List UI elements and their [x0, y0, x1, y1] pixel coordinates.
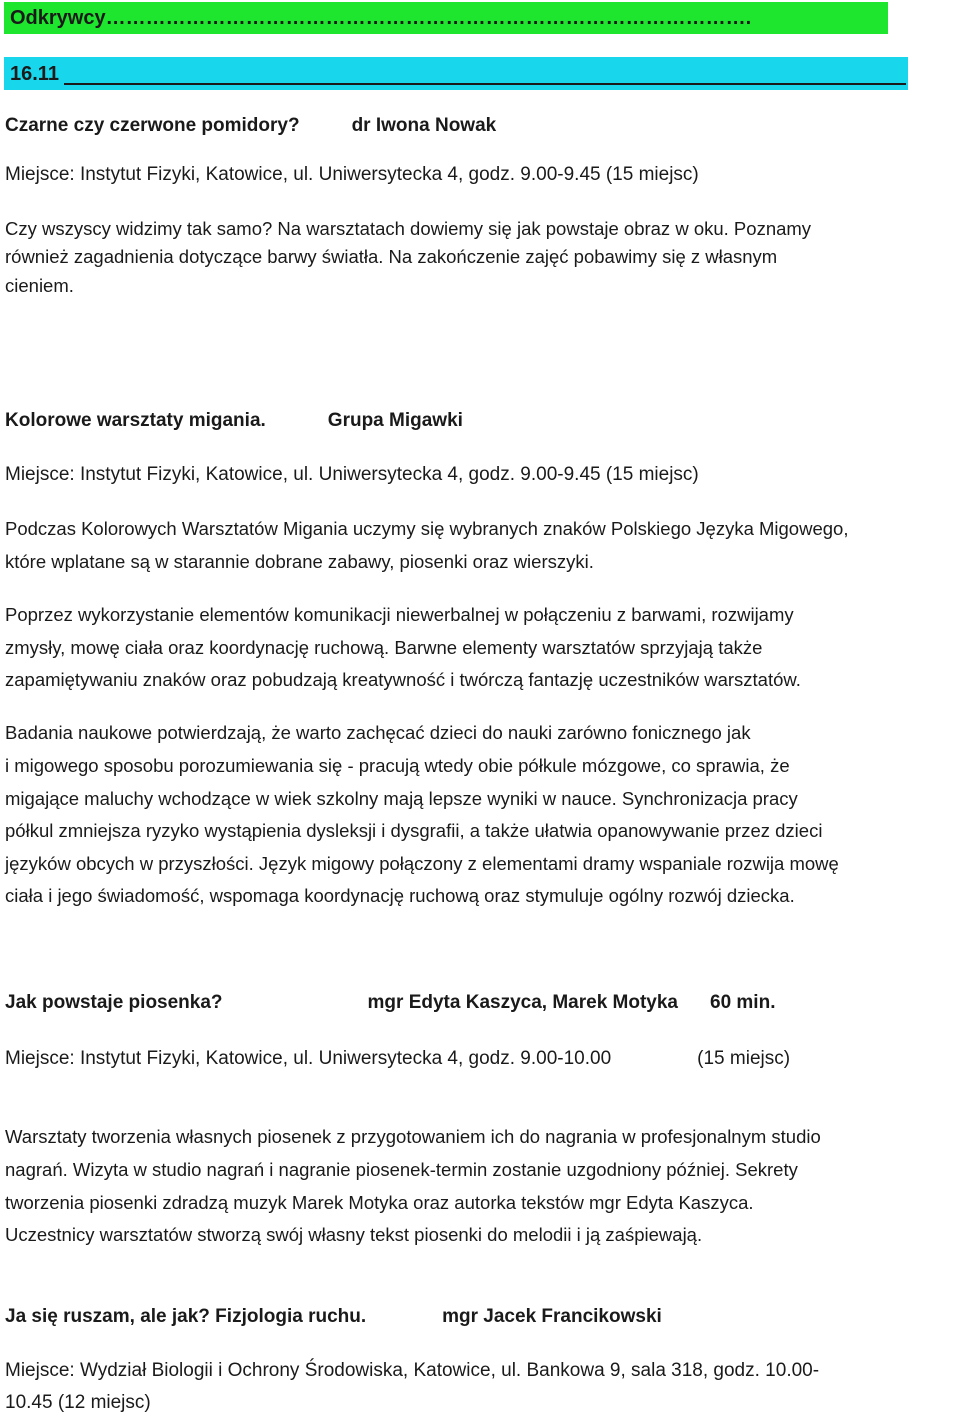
event2-para2-line: zapamiętywaniu znaków oraz pobudzają kreatywność i twórczą fantazję uczestników warsztatów.	[5, 669, 801, 690]
event2-para2-line: Poprzez wykorzystanie elementów komunikacji niewerbalnej w połączeniu z barwami, rozwijamy	[5, 604, 794, 625]
event3-desc-line: Warsztaty tworzenia własnych piosenek z przygotowaniem ich do nagrania w profesjonalnym studio	[5, 1126, 821, 1147]
event1-heading	[5, 114, 496, 138]
event4-presenter: mgr Jacek Francikowski	[442, 1306, 662, 1327]
event3-presenter: mgr Edyta Kaszyca, Marek Motyka	[367, 992, 678, 1013]
event2-para1-line: które wplatane są w starannie dobrane zabawy, piosenki oraz wierszyki.	[5, 551, 594, 572]
event2-para2-line: zmysły, mowę ciała oraz koordynację ruchową. Barwne elementy warsztatów sprzyjają także	[5, 637, 763, 658]
event3-seats: (15 miejsc)	[697, 1048, 791, 1069]
event3-desc-line: nagrań. Wizyta w studio nagrań i nagranie piosenek-termin zostanie uzgodniony później. Sekrety	[5, 1159, 798, 1180]
date-label: 16.11	[10, 63, 59, 85]
event2-para3-line: Badania naukowe potwierdzają, że warto zachęcać dzieci do nauki zarówno fonicznego jak	[5, 722, 751, 743]
event4-title: Ja się ruszam, ale jak? Fizjologia ruchu.	[5, 1306, 367, 1327]
event2-para3-line: migające maluchy wchodzące w wiek szkolny mają lepsze wyniki w nauce. Synchronizacja pracy	[5, 788, 798, 809]
event3-place-line	[5, 1047, 790, 1071]
event2-presenter: Grupa Migawki	[327, 410, 463, 431]
event2-title: Kolorowe warsztaty migania.	[5, 410, 266, 431]
date-underline	[64, 83, 906, 85]
event2-heading	[5, 409, 463, 433]
event3-place: Miejsce: Instytut Fizyki, Katowice, ul. Uniwersytecka 4, godz. 9.00-10.00	[5, 1048, 612, 1069]
event1-presenter: dr Iwona Nowak	[351, 115, 497, 136]
event2-para1-line: Podczas Kolorowych Warsztatów Migania uczymy się wybranych znaków Polskiego Języka Migowego,	[5, 518, 849, 539]
event4-place-line: 10.45 (12 miejsc)	[5, 1392, 151, 1413]
event2-para3-line: półkul zmniejsza ryzyko wystąpienia dysleksji i dysgrafii, a także ułatwia opanowywanie przez dzieci	[5, 820, 823, 841]
event4-place-line: Miejsce: Wydział Biologii i Ochrony Środowiska, Katowice, ul. Bankowa 9, sala 318, godz. 10.00-	[5, 1360, 820, 1381]
date-highlight	[4, 57, 908, 90]
event3-heading	[5, 991, 775, 1015]
event1-desc-line: Czy wszyscy widzimy tak samo? Na warsztatach dowiemy się jak powstaje obraz w oku. Poznamy	[5, 218, 812, 239]
event2-para3-line: języków obcych w przyszłości. Język migowy połączony z elementami dramy wspaniale rozwija mowę	[5, 853, 839, 874]
event1-title: Czarne czy czerwone pomidory?	[5, 115, 300, 136]
event3-duration: 60 min.	[710, 992, 776, 1013]
event3-desc-line: tworzenia piosenki zdradzą muzyk Marek Motyka oraz autorka tekstów mgr Edyta Kaszyca.	[5, 1192, 754, 1213]
event1-desc-line: również zagadnienia dotyczące barwy światła. Na zakończenie zajęć pobawimy się z własnym	[5, 246, 778, 267]
event4-heading	[5, 1305, 662, 1329]
event3-desc-line: Uczestnicy warsztatów stworzą swój własny tekst piosenki do melodii i ją zaśpiewają.	[5, 1224, 703, 1245]
title-highlight	[4, 2, 888, 34]
event2-para3-line: i migowego sposobu porozumiewania się - pracują wtedy obie półkule mózgowe, co sprawia, że	[5, 755, 790, 776]
event1-place: Miejsce: Instytut Fizyki, Katowice, ul. Uniwersytecka 4, godz. 9.00-9.45 (15 miejsc)	[5, 164, 699, 185]
event2-para3-line: ciała i jego świadomość, wspomaga koordynację ruchową oraz stymuluje ogólny rozwój dziecka.	[5, 885, 795, 906]
event2-place: Miejsce: Instytut Fizyki, Katowice, ul. Uniwersytecka 4, godz. 9.00-9.45 (15 miejsc)	[5, 464, 699, 485]
document-title: Odkrywcy…………………………………………………………………………………….	[10, 7, 752, 29]
event1-desc-line: cieniem.	[5, 275, 74, 296]
event3-title: Jak powstaje piosenka?	[5, 992, 223, 1013]
